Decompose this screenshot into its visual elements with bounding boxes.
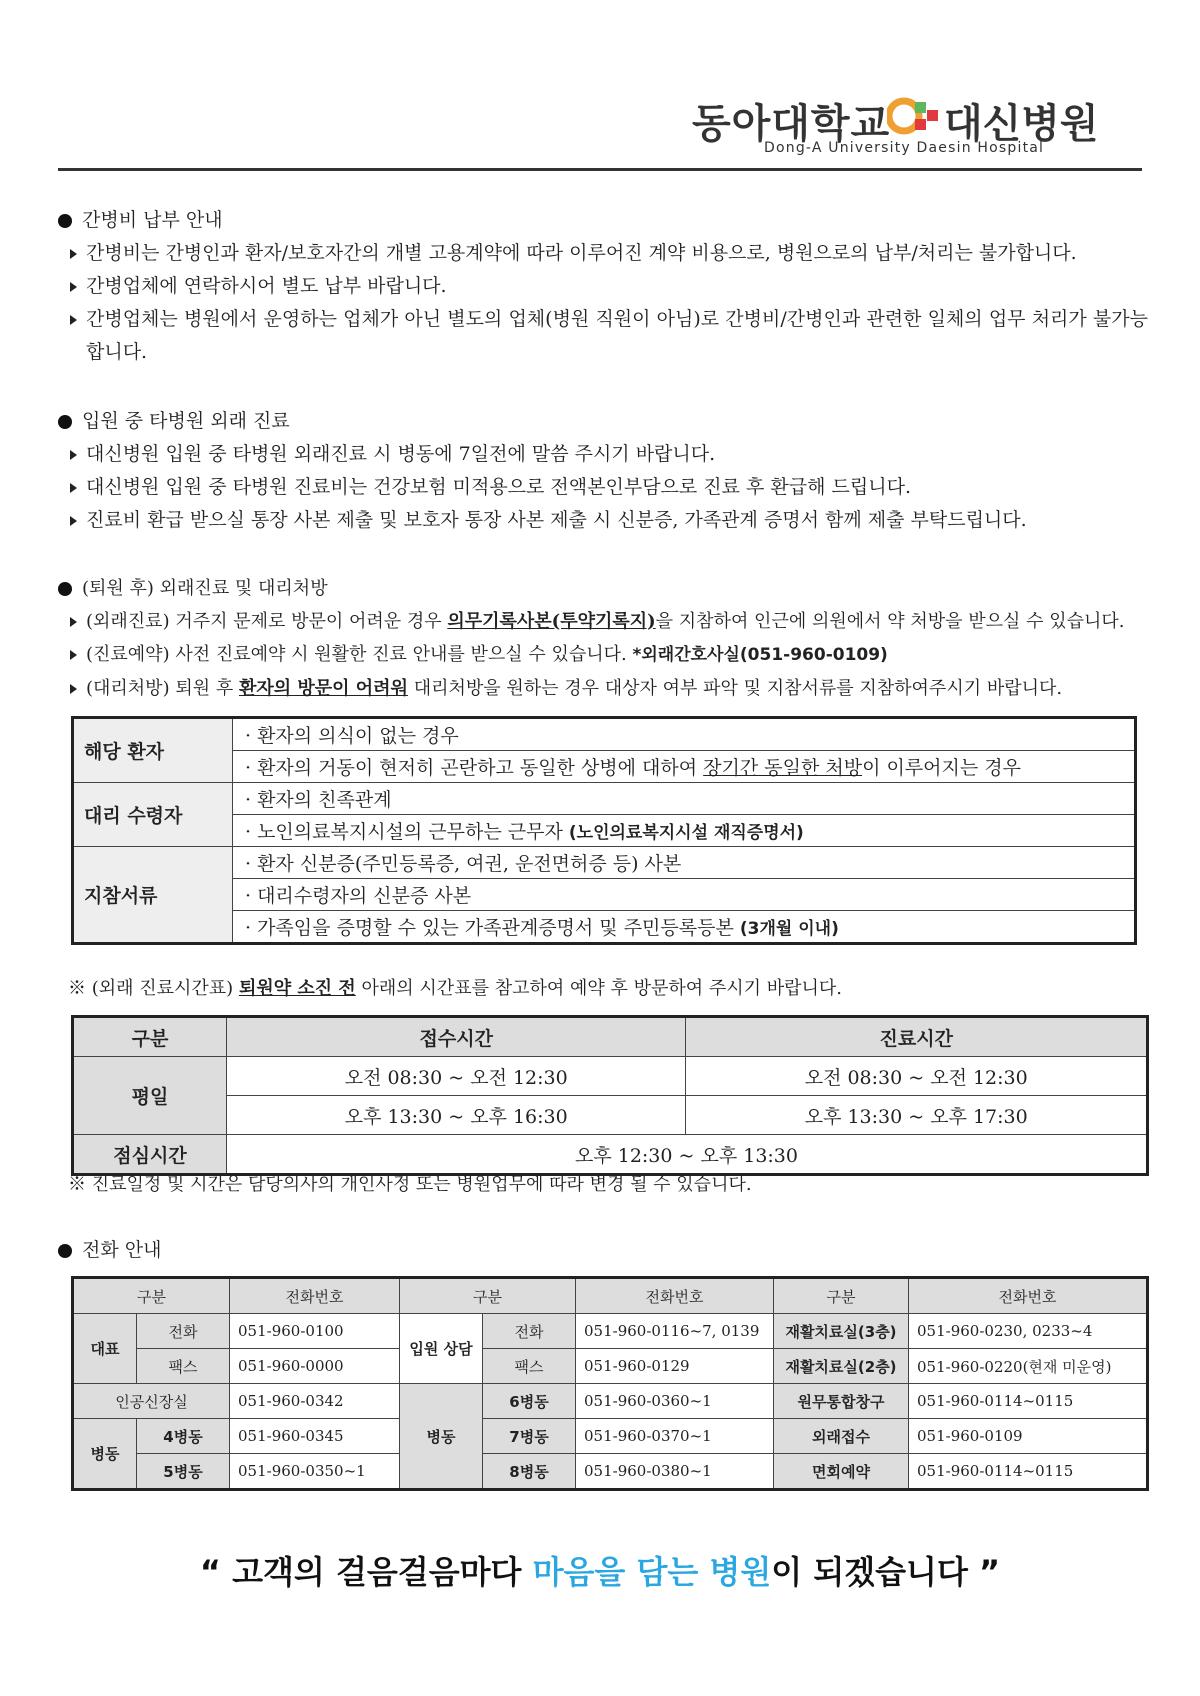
triangle-bullet-icon bbox=[70, 650, 77, 660]
list-item: 간병업체에 연락하시어 별도 납부 바랍니다. bbox=[58, 270, 1148, 303]
list-item: (진료예약) 사전 진료예약 시 원활한 진료 안내를 받으실 수 있습니다. *외래간호사실(051-960-0109) bbox=[58, 638, 1148, 672]
table-row: 오후 13:30 ~ 오후 16:30 오후 13:30 ~ 오후 17:30 bbox=[73, 1096, 1148, 1135]
triangle-bullet-icon bbox=[70, 450, 77, 460]
section-title: 입원 중 타병원 외래 진료 bbox=[82, 410, 290, 432]
table-row: 5병동 051-960-0350~1 8병동 051-960-0380~1 면회예약 051-960-0114~0115 bbox=[73, 1454, 1148, 1490]
list-item: 대신병원 입원 중 타병원 진료비는 건강보험 미적용으로 전액본인부담으로 진료 후 환급해 드립니다. bbox=[58, 471, 1148, 504]
section-title: (퇴원 후) 외래진료 및 대리처방 bbox=[82, 578, 328, 599]
triangle-bullet-icon bbox=[70, 249, 77, 259]
hospital-logo bbox=[692, 92, 1132, 162]
section-other-hospital bbox=[58, 405, 1148, 537]
triangle-bullet-icon bbox=[70, 617, 77, 627]
table-row: 병동 4병동 051-960-0345 7병동 051-960-0370~1 외래접수 051-960-0109 bbox=[73, 1419, 1148, 1454]
section-phone bbox=[58, 1234, 1148, 1267]
table-row: · 가족임을 증명할 수 있는 가족관계증명서 및 주민등록등본 (3개월 이내) bbox=[73, 911, 1136, 944]
table-row: 점심시간 오후 12:30 ~ 오후 13:30 bbox=[73, 1135, 1148, 1175]
proxy-prescription-table bbox=[71, 716, 1137, 945]
table-row: 팩스 051-960-0000 팩스 051-960-0129 재활치료실(2층) 051-960-0220(현재 미운영) bbox=[73, 1349, 1148, 1384]
table-row: 지참서류 · 환자 신분증(주민등록증, 여권, 운전면허증 등) 사본 bbox=[73, 847, 1136, 879]
table-row: 구분 전화번호 구분 전화번호 구분 전화번호 bbox=[73, 1278, 1148, 1314]
table-row: 해당 환자 · 환자의 의식이 없는 경우 bbox=[73, 718, 1136, 751]
bullet-dot-icon bbox=[58, 582, 72, 596]
list-item: 간병비는 간병인과 환자/보호자간의 개별 고용계약에 따라 이루어진 계약 비용으로, 병원으로의 납부/처리는 불가합니다. bbox=[58, 237, 1148, 270]
section-after-discharge bbox=[58, 572, 1148, 705]
logo-english: Dong-A University Daesin Hospital bbox=[764, 140, 1045, 156]
bullet-dot-icon bbox=[58, 214, 72, 228]
phone-directory-table bbox=[71, 1276, 1149, 1491]
hospital-logo-icon bbox=[887, 96, 939, 136]
table-row: 대리 수령자 · 환자의 친족관계 bbox=[73, 783, 1136, 815]
triangle-bullet-icon bbox=[70, 483, 77, 493]
outpatient-hours-table bbox=[71, 1015, 1149, 1176]
list-item: 진료비 환급 받으실 통장 사본 제출 및 보호자 통장 사본 제출 시 신분증, 가족관계 증명서 함께 제출 부탁드립니다. bbox=[58, 504, 1148, 537]
table-row: · 환자의 거동이 현저히 곤란하고 동일한 상병에 대하여 장기간 동일한 처방이 이루어지는 경우 bbox=[73, 751, 1136, 783]
triangle-bullet-icon bbox=[70, 282, 77, 292]
bullet-dot-icon bbox=[58, 1244, 72, 1258]
header bbox=[58, 0, 1142, 171]
schedule-note: ※ 진료일정 및 시간은 담당의사의 개인사정 또는 병원업무에 따라 변경 될 수 있습니다. bbox=[68, 1174, 752, 1195]
hours-note: ※ (외래 진료시간표) 퇴원약 소진 전 아래의 시간표를 참고하여 예약 후 방문하여 주시기 바랍니다. bbox=[68, 978, 843, 999]
triangle-bullet-icon bbox=[70, 684, 77, 694]
triangle-bullet-icon bbox=[70, 315, 77, 325]
table-row: 구분 접수시간 진료시간 bbox=[73, 1017, 1148, 1057]
section-care-fee bbox=[58, 204, 1148, 369]
section-title: 간병비 납부 안내 bbox=[82, 209, 223, 231]
logo-university: 동아대학교 bbox=[692, 101, 891, 147]
logo-hospital: 대신병원 bbox=[944, 101, 1099, 147]
triangle-bullet-icon bbox=[70, 516, 77, 526]
list-item: (외래진료) 거주지 문제로 방문이 어려운 경우 의무기록사본(투약기록지)을 지참하여 인근에 의원에서 약 처방을 받으실 수 있습니다. bbox=[58, 605, 1148, 638]
bullet-dot-icon bbox=[58, 415, 72, 429]
list-item: 간병업체는 병원에서 운영하는 업체가 아닌 별도의 업체(병원 직원이 아님)로 간병비/간병인과 관련한 일체의 업무 처리가 불가능합니다. bbox=[58, 303, 1148, 369]
table-row: 평일 오전 08:30 ~ 오전 12:30 오전 08:30 ~ 오전 12:30 bbox=[73, 1057, 1148, 1096]
table-row: 대표 전화 051-960-0100 입원 상담 전화 051-960-0116~7, 0139 재활치료실(3층) 051-960-0230, 0233~4 bbox=[73, 1314, 1148, 1349]
list-item: (대리처방) 퇴원 후 환자의 방문이 어려워 대리처방을 원하는 경우 대상자 여부 파악 및 지참서류를 지참하여주시기 바랍니다. bbox=[58, 672, 1148, 705]
table-row: · 대리수령자의 신분증 사본 bbox=[73, 879, 1136, 911]
section-title: 전화 안내 bbox=[82, 1239, 162, 1261]
list-item: 대신병원 입원 중 타병원 외래진료 시 병동에 7일전에 말씀 주시기 바랍니다. bbox=[58, 438, 1148, 471]
hospital-slogan: “ 고객의 걸음걸음마다 마음을 담는 병원이 되겠습니다 ” bbox=[199, 1553, 1001, 1591]
table-row: 인공신장실 051-960-0342 병동 6병동 051-960-0360~1 원무통합창구 051-960-0114~0115 bbox=[73, 1384, 1148, 1419]
table-row: · 노인의료복지시설의 근무하는 근무자 (노인의료복지시설 재직증명서) bbox=[73, 815, 1136, 847]
